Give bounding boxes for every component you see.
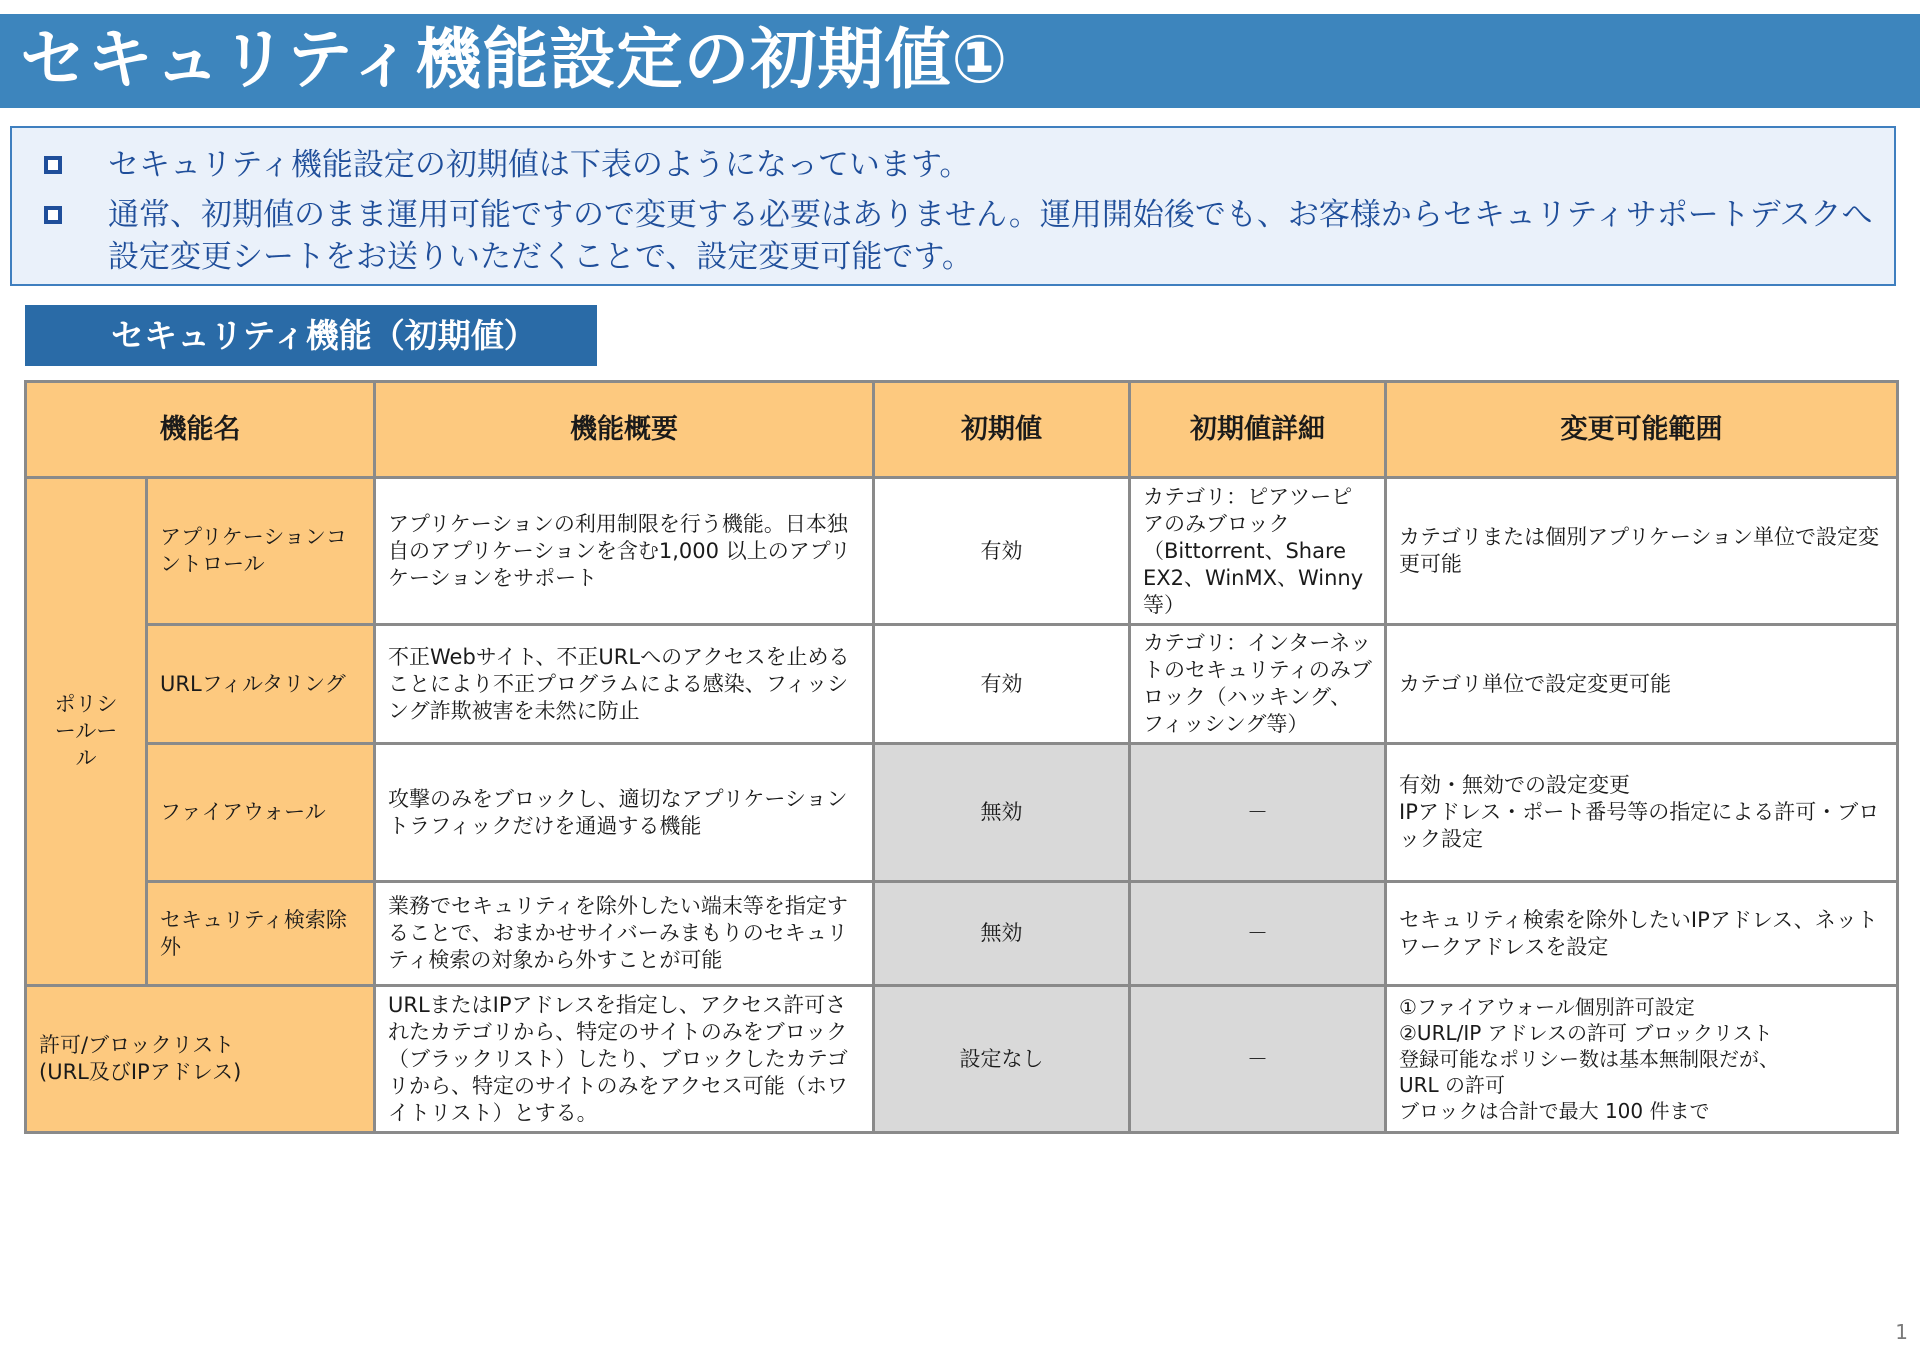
table-header-row xyxy=(26,382,1898,478)
initial-detail: カテゴリ：ピアツーピアのみブロック（Bittorrent、Share EX2、WinMX、Winny等） xyxy=(1130,478,1386,625)
initial-value: 無効 xyxy=(874,882,1130,986)
change-range xyxy=(1386,986,1898,1133)
function-summary: 業務でセキュリティを除外したい端末等を指定することで、おまかせサイバーみまもりのセキュリティ検索の対象から外すことが可能 xyxy=(375,882,874,986)
change-range: カテゴリまたは個別アプリケーション単位で設定変更可能 xyxy=(1386,478,1898,625)
page-title: セキュリティ機能設定の初期値① xyxy=(20,21,1009,98)
initial-value: 有効 xyxy=(874,625,1130,744)
function-name: アプリケーションコントロール xyxy=(147,478,375,625)
change-range xyxy=(1386,744,1898,882)
page-number: 1 xyxy=(1895,1320,1908,1344)
square-bullet-icon xyxy=(44,206,62,224)
header-function-name: 機能名 xyxy=(26,382,375,478)
change-range-line: 登録可能なポリシー数は基本無制限だが、 xyxy=(1399,1047,1779,1071)
change-range-line: ①ファイアウォール個別許可設定 xyxy=(1399,995,1695,1019)
function-summary: アプリケーションの利用制限を行う機能。日本独自のアプリケーションを含む1,000 以上のアプリケーションをサポート xyxy=(375,478,874,625)
function-name xyxy=(26,986,375,1133)
header-detail: 初期値詳細 xyxy=(1130,382,1386,478)
table-row xyxy=(26,882,1898,986)
function-summary: 攻撃のみをブロックし、適切なアプリケーショントラフィックだけを通過する機能 xyxy=(375,744,874,882)
change-range-line: 有効・無効での設定変更 xyxy=(1399,773,1630,797)
square-bullet-icon xyxy=(44,156,62,174)
function-name: URLフィルタリング xyxy=(147,625,375,744)
function-name: セキュリティ検索除外 xyxy=(147,882,375,986)
initial-detail: － xyxy=(1130,882,1386,986)
section-label: セキュリティ機能（初期値） xyxy=(25,305,597,366)
table-row xyxy=(26,744,1898,882)
function-name-line: 許可/ブロックリスト xyxy=(39,1033,235,1057)
change-range-line: ②URL/IP アドレスの許可 ブロックリスト xyxy=(1399,1021,1773,1045)
header-range: 変更可能範囲 xyxy=(1386,382,1898,478)
initial-value: 設定なし xyxy=(874,986,1130,1133)
function-name-line: (URL及びIPアドレス) xyxy=(39,1060,242,1084)
info-text: 通常、初期値のまま運用可能ですので変更する必要はありません。運用開始後でも、お客様からセキュリティサポートデスクへ設定変更シートをお送りいただくことで、設定変更可能です。 xyxy=(108,197,1873,275)
info-text: セキュリティ機能設定の初期値は下表のようになっています。 xyxy=(108,147,971,183)
info-box xyxy=(10,126,1896,286)
group-label: ポリシールール xyxy=(26,478,147,986)
info-item xyxy=(36,194,1874,278)
table-row xyxy=(26,625,1898,744)
change-range: カテゴリ単位で設定変更可能 xyxy=(1386,625,1898,744)
change-range-line: URL の許可 xyxy=(1399,1073,1506,1097)
title-bar xyxy=(0,14,1920,108)
function-summary: 不正Webサイト、不正URLへのアクセスを止めることにより不正プログラムによる感染、フィッシング詐欺被害を未然に防止 xyxy=(375,625,874,744)
initial-detail: － xyxy=(1130,986,1386,1133)
function-summary: URLまたはIPアドレスを指定し、アクセス許可されたカテゴリから、特定のサイトのみをブロック（ブラックリスト）したり、ブロックしたカテゴリから、特定のサイトのみをアクセス可能（ホワイトリスト）とする。 xyxy=(375,986,874,1133)
change-range-line: IPアドレス・ポート番号等の指定による許可・ブロック設定 xyxy=(1399,800,1880,851)
info-item xyxy=(36,144,1874,186)
table-row xyxy=(26,478,1898,625)
change-range: セキュリティ検索を除外したいIPアドレス、ネットワークアドレスを設定 xyxy=(1386,882,1898,986)
function-name: ファイアウォール xyxy=(147,744,375,882)
table-row xyxy=(26,986,1898,1133)
change-range-line: ブロックは合計で最大 100 件まで xyxy=(1399,1099,1710,1123)
initial-value: 有効 xyxy=(874,478,1130,625)
initial-value: 無効 xyxy=(874,744,1130,882)
header-initial: 初期値 xyxy=(874,382,1130,478)
settings-table xyxy=(24,380,1899,1134)
initial-detail: カテゴリ：インターネットのセキュリティのみブロック（ハッキング、フィッシング等） xyxy=(1130,625,1386,744)
initial-detail: － xyxy=(1130,744,1386,882)
header-summary: 機能概要 xyxy=(375,382,874,478)
